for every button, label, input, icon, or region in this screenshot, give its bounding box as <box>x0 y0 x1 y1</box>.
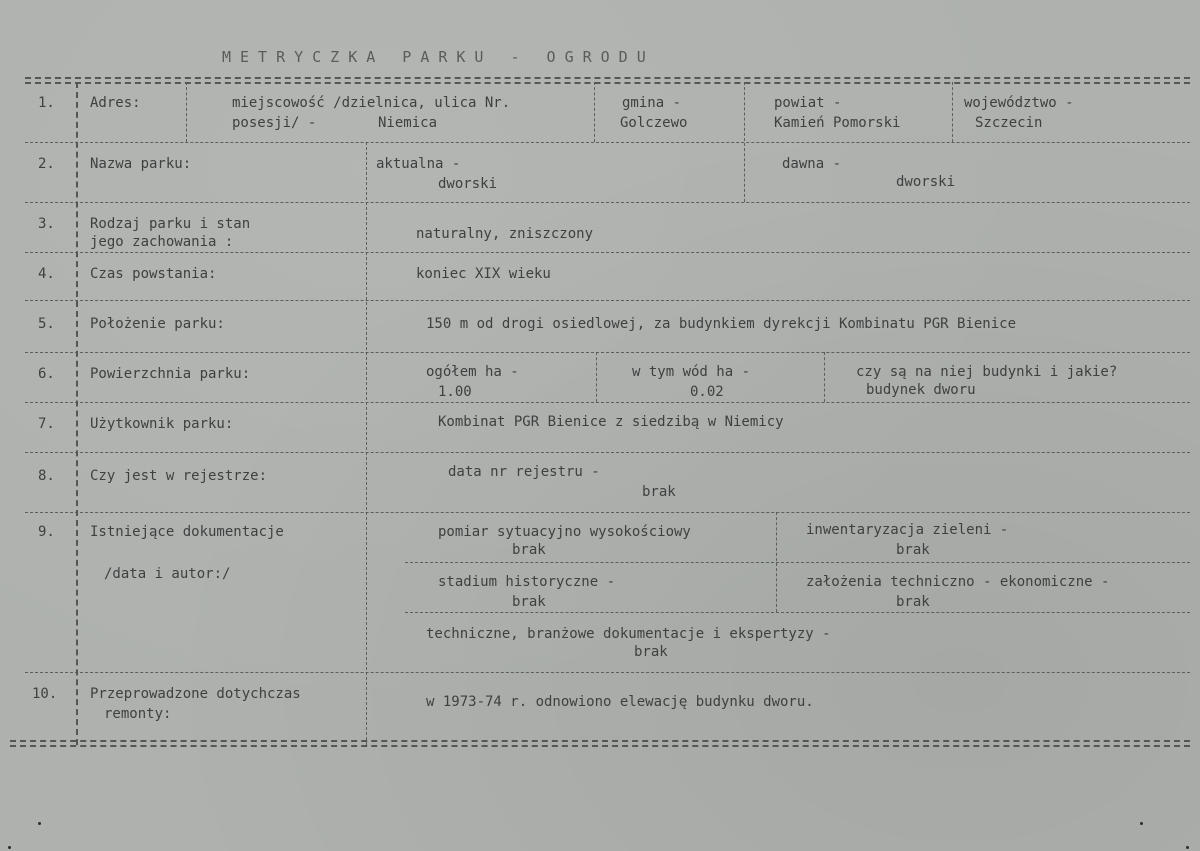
branch-docs-label: techniczne, branżowe dokumentacje i ekspertyzy - <box>426 626 831 642</box>
row-label: Nazwa parku: <box>90 156 192 172</box>
powiat-value: Kamień Pomorski <box>774 115 901 131</box>
row-label: Czy jest w rejestrze: <box>90 468 268 484</box>
punch-mark <box>8 846 11 849</box>
punch-mark <box>1186 846 1189 849</box>
row-label-2: remonty: <box>104 706 172 722</box>
rule-col-water <box>596 352 597 402</box>
rule-top <box>25 77 1190 79</box>
page-title: METRYCZKA PARKU - OGRODU <box>222 48 655 66</box>
survey-label: pomiar sytuacyjno wysokościowy <box>438 524 691 540</box>
register-value: brak <box>642 484 676 500</box>
rule-row2 <box>25 202 1190 203</box>
former-name-value: dworski <box>896 174 956 190</box>
row-number: 5. <box>38 316 55 332</box>
locality-value: Niemica <box>378 115 438 131</box>
locality-label-2: posesji/ - <box>232 115 317 131</box>
historical-value: brak <box>512 594 546 610</box>
rule-bottom <box>10 740 1190 742</box>
historical-label: stadium historyczne - <box>438 574 616 590</box>
row-label: Przeprowadzone dotychczas <box>90 686 301 702</box>
punch-mark <box>38 822 41 825</box>
current-name-label: aktualna - <box>376 156 461 172</box>
buildings-label: czy są na niej budynki i jakie? <box>856 364 1118 380</box>
row-number: 7. <box>38 416 55 432</box>
rule-row1 <box>25 142 1190 143</box>
rule-bottom-2 <box>10 745 1190 747</box>
water-area-label: w tym wód ha - <box>632 364 751 380</box>
greenery-label: inwentaryzacja zieleni - <box>806 522 1009 538</box>
register-label: data nr rejestru - <box>448 464 600 480</box>
locality-label: miejscowość /dzielnica, ulica Nr. <box>232 95 511 111</box>
technical-value: brak <box>896 594 930 610</box>
owner-value: Kombinat PGR Bienice z siedzibą w Niemicy <box>438 414 784 430</box>
total-area-value: 1.00 <box>438 384 472 400</box>
rule-col-number <box>76 82 78 745</box>
row-label-2: /data i autor:/ <box>104 566 231 582</box>
row-number: 2. <box>38 156 55 172</box>
row-number: 3. <box>38 216 55 232</box>
rule-row7 <box>25 452 1190 453</box>
rule-col-powiat <box>744 82 745 202</box>
row-label: Czas powstania: <box>90 266 217 282</box>
rule-row9b <box>405 612 1190 613</box>
location-value: 150 m od drogi osiedlowej, za budynkiem dyrekcji Kombinatu PGR Bienice <box>426 316 1017 332</box>
row-number: 6. <box>38 366 55 382</box>
technical-label: założenia techniczno - ekonomiczne - <box>806 574 1110 590</box>
rule-row3 <box>25 252 1190 253</box>
rule-col-address <box>186 82 187 142</box>
row-number: 4. <box>38 266 55 282</box>
gmina-value: Golczewo <box>620 115 688 131</box>
rule-col-gmina <box>594 82 595 142</box>
row-label: Położenie parku: <box>90 316 225 332</box>
rule-row6 <box>25 402 1190 403</box>
row-label: Powierzchnia parku: <box>90 366 251 382</box>
rule-row9 <box>25 672 1190 673</box>
rule-row9a <box>405 562 1190 563</box>
row-number: 1. <box>38 95 55 111</box>
rule-row8 <box>25 512 1190 513</box>
wojewodztwo-label: województwo - <box>964 95 1074 111</box>
row-label-2: jego zachowania : <box>90 234 234 250</box>
rule-col-label <box>366 142 367 745</box>
rule-top-2 <box>25 82 1190 84</box>
repairs-value: w 1973-74 r. odnowiono elewację budynku dworu. <box>426 694 814 710</box>
water-area-value: 0.02 <box>690 384 724 400</box>
rule-row5 <box>25 352 1190 353</box>
buildings-value: budynek dworu <box>866 382 976 398</box>
powiat-label: powiat - <box>774 95 842 111</box>
origin-date-value: koniec XIX wieku <box>416 266 551 282</box>
gmina-label: gmina - <box>622 95 682 111</box>
wojewodztwo-value: Szczecin <box>975 115 1043 131</box>
rule-col-woj <box>952 82 953 142</box>
survey-value: brak <box>512 542 546 558</box>
row-number: 8. <box>38 468 55 484</box>
row-label: Rodzaj parku i stan <box>90 216 251 232</box>
rule-col-buildings <box>824 352 825 402</box>
rule-row4 <box>25 300 1190 301</box>
row-label: Użytkownik parku: <box>90 416 234 432</box>
row-number: 9. <box>38 524 55 540</box>
row-number: 10. <box>32 686 58 702</box>
greenery-value: brak <box>896 542 930 558</box>
row-label: Istniejące dokumentacje <box>90 524 284 540</box>
former-name-label: dawna - <box>782 156 842 172</box>
total-area-label: ogółem ha - <box>426 364 519 380</box>
current-name-value: dworski <box>438 176 498 192</box>
row-label: Adres: <box>90 95 141 111</box>
rule-col-docs <box>776 512 777 612</box>
preservation-value: naturalny, zniszczony <box>416 226 594 242</box>
punch-mark <box>1140 822 1143 825</box>
branch-docs-value: brak <box>634 644 668 660</box>
